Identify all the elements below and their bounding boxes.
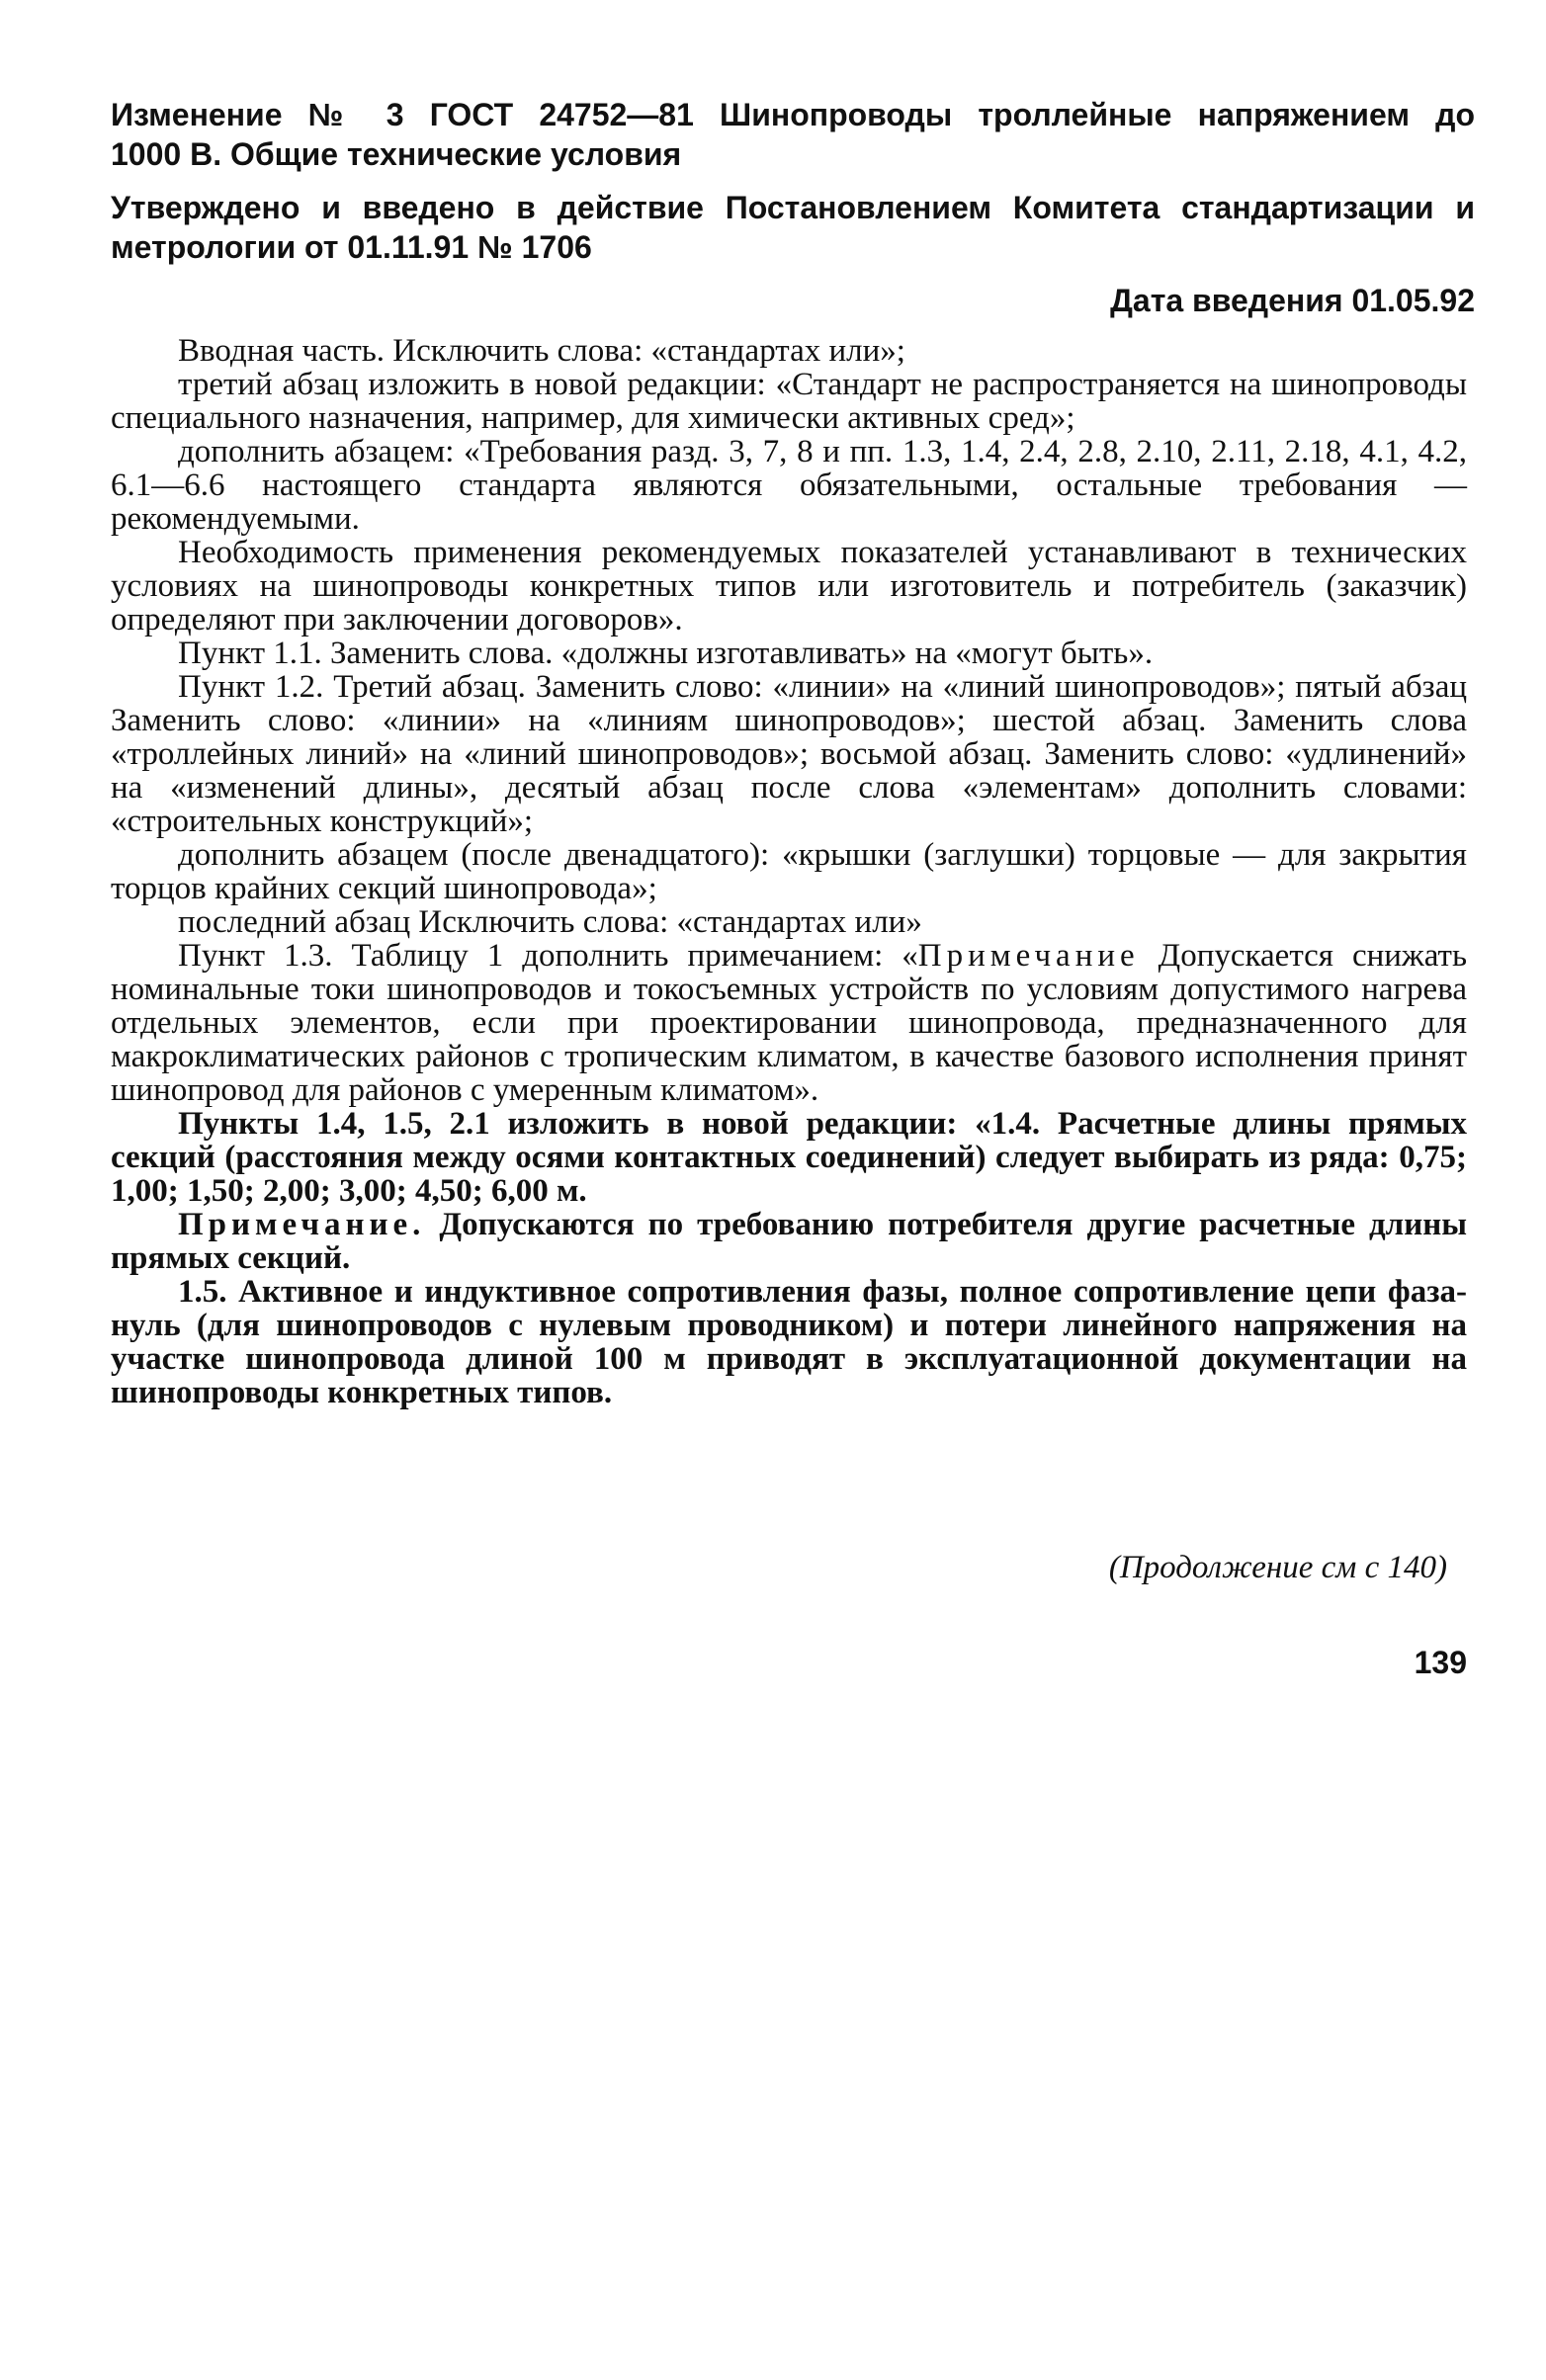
paragraph-item-1-5: 1.5. Активное и индуктивное сопротивления фазы, полное сопротивление цепи фаза-нуль (для шинопроводов с нулевым проводником) и потери линейного напряжения на участке шинопровода длиной 100 м приводят в эксплуатационной документации на шинопроводы конкретных типов. bbox=[111, 1274, 1467, 1410]
paragraph-intro: Вводная часть. Исключить слова: «стандартах или»; bbox=[178, 333, 905, 369]
document-body bbox=[111, 334, 1467, 1409]
paragraph-add-abzac: дополнить абзацем (после двенадцатого): «крышки (заглушки) торцовые — для закрытия торцов крайних секций шинопровода»; bbox=[111, 837, 1467, 906]
header-approval-line-1: Утверждено и введено в действие Постановлением Комитета стандартизации и bbox=[111, 190, 1475, 225]
document-header bbox=[111, 95, 1475, 320]
header-spacer bbox=[111, 174, 1475, 188]
continuation-note: (Продолжение см с 140) bbox=[1108, 1550, 1447, 1585]
paragraph-item-1-4: Пункты 1.4, 1.5, 2.1 изложить в новой редакции: «1.4. Расчетные длины прямых секций (расстояния между осями контактных соединений) следует выбирать из ряда: 0,75; 1,00; 1,50; 2,00; 3,00; 4,50; 6,00 м. bbox=[111, 1106, 1467, 1209]
paragraph-item-1-2: Пункт 1.2. Третий абзац. Заменить слово: «линии» на «линий шинопроводов»; пятый абзац Заменить слово: «линии» на «линиям шинопроводов»; шестой абзац. Заменить слова «троллейных линий» на «линий шинопроводов»; восьмой абзац. Заменить слово: «удлинений» на «изменений длины», десятый абзац после слова «элементам» дополнить словами: «строительных конструкций»; bbox=[111, 669, 1467, 839]
note-label-2: Примечание. bbox=[178, 1207, 426, 1242]
paragraph-last-abzac: последний абзац Исключить слова: «стандартах или» bbox=[178, 904, 922, 940]
paragraph-item-1-3 bbox=[111, 939, 1467, 1107]
paragraph-third-abzac: третий абзац изложить в новой редакции: «Стандарт не распространяется на шинопроводы специального назначения, например, для химически активных сред»; bbox=[111, 367, 1467, 436]
item-1-3-intro: Пункт 1.3. Таблицу 1 дополнить примечанием: « bbox=[178, 938, 918, 974]
paragraph-requirements: дополнить абзацем: «Требования разд. 3, 7, 8 и пп. 1.3, 1.4, 2.4, 2.8, 2.10, 2.11, 2.18, 4.1, 4.2, 6.1—6.6 настоящего стандарта являются обязательными, остальные требования — рекомендуемыми. bbox=[111, 434, 1467, 537]
header-title-line-1: Изменение № 3 ГОСТ 24752—81 Шинопроводы троллейные напряжением до bbox=[111, 97, 1475, 132]
note-1-4-text: Допускаются по требованию потребителя другие расчетные длины прямых секций. bbox=[111, 1207, 1467, 1276]
header-approval-line-2: метрологии от 01.11.91 № 1706 bbox=[111, 229, 592, 265]
header-title-line-2: 1000 В. Общие технические условия bbox=[111, 136, 682, 172]
effective-date: Дата введения 01.05.92 bbox=[1110, 283, 1475, 318]
page-number: 139 bbox=[1414, 1645, 1467, 1680]
paragraph-necessity: Необходимость применения рекомендуемых показателей устанавливают в технических условиях на шинопроводы конкретных типов или изготовитель и потребитель (заказчик) определяют при заключении договоров». bbox=[111, 535, 1467, 638]
item-1-3-note-text: Допускается снижать номинальные токи шинопроводов и токосъемных устройств по условиям допустимого нагрева отдельных элементов, если при проектировании шинопровода, предназначенного для макроклиматических районов с тропическим климатом, в качестве базового исполнения принят шинопровод для районов с умеренным климатом». bbox=[111, 938, 1467, 1108]
note-label: Примечание bbox=[917, 938, 1140, 974]
paragraph-item-1-1: Пункт 1.1. Заменить слова. «должны изготавливать» на «могут быть». bbox=[178, 636, 1154, 671]
paragraph-note-1-4 bbox=[111, 1208, 1467, 1275]
